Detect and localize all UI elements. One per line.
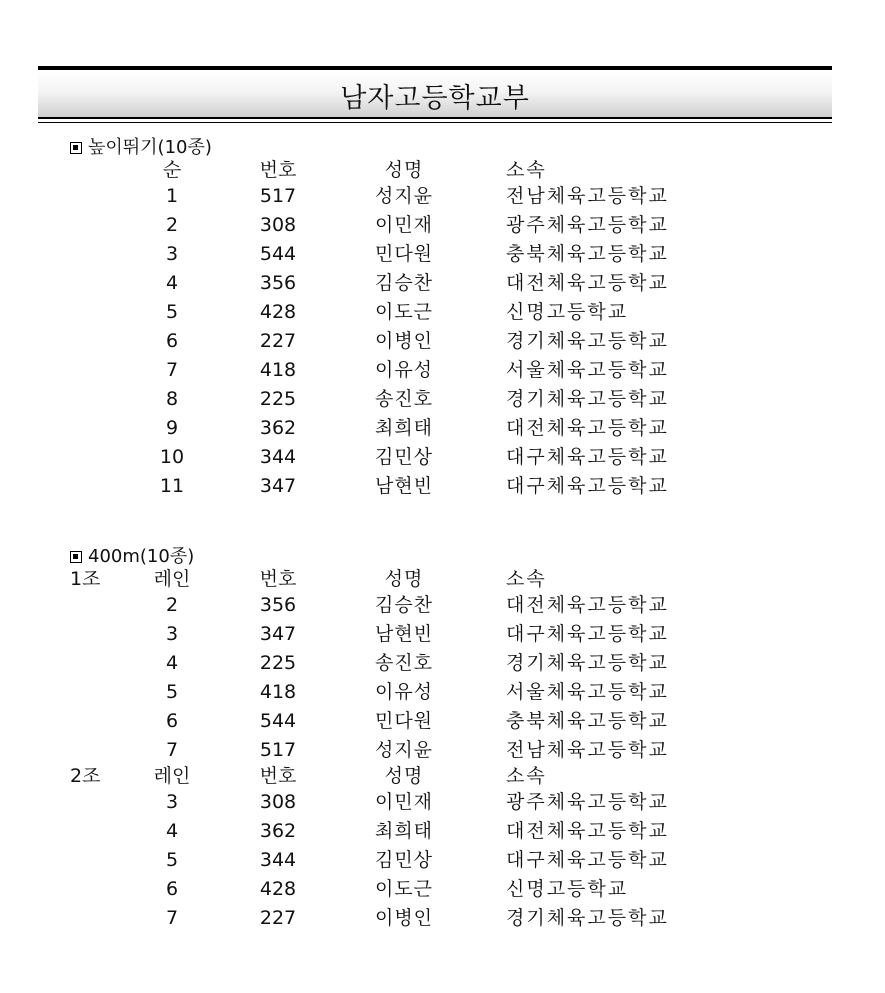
run-400m-section — [70, 545, 770, 933]
name-header: 성명 — [384, 159, 424, 181]
name-cell: 이민재 — [374, 214, 434, 236]
name-cell: 최희태 — [374, 417, 434, 439]
team-cell: 대구체육고등학교 — [506, 849, 669, 871]
title-band — [38, 66, 832, 118]
team-cell: 경기체육고등학교 — [506, 907, 669, 929]
team-cell: 전남체육고등학교 — [506, 739, 669, 761]
rank-cell: 4 — [165, 272, 179, 294]
name-cell: 이유성 — [374, 359, 434, 381]
team-cell: 경기체육고등학교 — [506, 388, 669, 410]
rank-cell: 3 — [165, 243, 179, 265]
number-cell: 344 — [259, 446, 297, 468]
name-cell: 송진호 — [374, 652, 434, 674]
number-cell: 544 — [259, 710, 297, 732]
lane-cell: 7 — [165, 739, 179, 761]
team-cell: 광주체육고등학교 — [506, 214, 669, 236]
name-cell: 남현빈 — [374, 475, 434, 497]
table-row — [70, 443, 770, 472]
name-cell: 김승찬 — [374, 272, 434, 294]
team-cell: 대구체육고등학교 — [506, 623, 669, 645]
team-header: 소속 — [506, 159, 547, 181]
name-cell: 성지윤 — [374, 739, 434, 761]
team-cell: 서울체육고등학교 — [506, 681, 669, 703]
name-header: 성명 — [384, 568, 424, 590]
table-row — [70, 269, 770, 298]
rank-cell: 5 — [165, 301, 179, 323]
team-cell: 대전체육고등학교 — [506, 820, 669, 842]
lane-cell: 6 — [165, 878, 179, 900]
rank-cell: 11 — [159, 475, 185, 497]
number-cell: 544 — [259, 243, 297, 265]
high-jump-rows — [70, 182, 770, 501]
lane-cell: 6 — [165, 710, 179, 732]
section-heading — [70, 545, 770, 568]
section-heading-text: 400m(10종) — [88, 546, 195, 567]
team-cell: 전남체육고등학교 — [506, 185, 669, 207]
table-row — [70, 211, 770, 240]
number-cell: 308 — [259, 214, 297, 236]
lane-cell: 3 — [165, 791, 179, 813]
team-cell: 신명고등학교 — [506, 301, 629, 323]
group-label: 1조 — [70, 568, 101, 590]
table-row — [70, 385, 770, 414]
table-row — [70, 649, 770, 678]
name-cell: 최희태 — [374, 820, 434, 842]
name-cell: 김민상 — [374, 849, 434, 871]
table-row — [70, 327, 770, 356]
table-row — [70, 788, 770, 817]
table-row — [70, 414, 770, 443]
rank-cell: 2 — [165, 214, 179, 236]
group-label: 2조 — [70, 765, 101, 787]
name-cell: 이도근 — [374, 301, 434, 323]
table-row — [70, 817, 770, 846]
table-row — [70, 472, 770, 501]
number-cell: 227 — [259, 330, 297, 352]
filled-square-bullet-icon — [70, 551, 82, 563]
team-header: 소속 — [506, 568, 547, 590]
name-cell: 김승찬 — [374, 594, 434, 616]
number-cell: 356 — [259, 272, 297, 294]
lane-cell: 3 — [165, 623, 179, 645]
number-header: 번호 — [259, 159, 297, 181]
number-header: 번호 — [259, 765, 297, 787]
name-cell: 이병인 — [374, 330, 434, 352]
number-cell: 227 — [259, 907, 297, 929]
filled-square-bullet-icon — [70, 142, 82, 154]
lane-cell: 7 — [165, 907, 179, 929]
team-cell: 대전체육고등학교 — [506, 272, 669, 294]
number-cell: 344 — [259, 849, 297, 871]
name-cell: 이유성 — [374, 681, 434, 703]
table-row — [70, 240, 770, 269]
name-cell: 성지윤 — [374, 185, 434, 207]
team-cell: 충북체육고등학교 — [506, 710, 669, 732]
team-cell: 서울체육고등학교 — [506, 359, 669, 381]
number-cell: 362 — [259, 820, 297, 842]
team-cell: 대전체육고등학교 — [506, 417, 669, 439]
rank-cell: 1 — [165, 185, 179, 207]
table-row — [70, 591, 770, 620]
team-cell: 신명고등학교 — [506, 878, 629, 900]
name-cell: 김민상 — [374, 446, 434, 468]
table-row — [70, 846, 770, 875]
table-row — [70, 707, 770, 736]
lane-cell: 5 — [165, 849, 179, 871]
number-header: 번호 — [259, 568, 297, 590]
number-cell: 308 — [259, 791, 297, 813]
lane-header: 레인 — [153, 765, 191, 787]
number-cell: 347 — [259, 475, 297, 497]
team-cell: 대구체육고등학교 — [506, 446, 669, 468]
table-row — [70, 182, 770, 211]
group-header-row — [70, 568, 770, 591]
team-cell: 경기체육고등학교 — [506, 652, 669, 674]
team-cell: 충북체육고등학교 — [506, 243, 669, 265]
number-cell: 517 — [259, 739, 297, 761]
number-cell: 428 — [259, 301, 297, 323]
lane-cell: 4 — [165, 820, 179, 842]
rank-cell: 6 — [165, 330, 179, 352]
table-row — [70, 875, 770, 904]
number-cell: 418 — [259, 681, 297, 703]
name-cell: 남현빈 — [374, 623, 434, 645]
name-cell: 송진호 — [374, 388, 434, 410]
name-cell: 이도근 — [374, 878, 434, 900]
lane-cell: 4 — [165, 652, 179, 674]
table-row — [70, 298, 770, 327]
section-heading — [70, 136, 770, 159]
table-row — [70, 678, 770, 707]
rank-cell: 8 — [165, 388, 179, 410]
table-header-row — [70, 159, 770, 182]
title-rule-thin — [38, 122, 832, 123]
team-cell: 대구체육고등학교 — [506, 475, 669, 497]
title-rule — [38, 117, 832, 119]
number-cell: 225 — [259, 652, 297, 674]
name-cell: 이민재 — [374, 791, 434, 813]
team-cell: 경기체육고등학교 — [506, 330, 669, 352]
lane-cell: 5 — [165, 681, 179, 703]
number-cell: 418 — [259, 359, 297, 381]
name-cell: 민다원 — [374, 710, 434, 732]
team-header: 소속 — [506, 765, 547, 787]
rank-cell: 9 — [165, 417, 179, 439]
table-row — [70, 736, 770, 765]
name-cell: 민다원 — [374, 243, 434, 265]
table-row — [70, 620, 770, 649]
rank-cell: 7 — [165, 359, 179, 381]
number-cell: 356 — [259, 594, 297, 616]
run-400m-groups — [70, 568, 770, 933]
number-cell: 517 — [259, 185, 297, 207]
table-row — [70, 904, 770, 933]
number-cell: 428 — [259, 878, 297, 900]
group-header-row — [70, 765, 770, 788]
lane-header: 레인 — [153, 568, 191, 590]
high-jump-section — [70, 136, 770, 501]
page-title: 남자고등학교부 — [340, 83, 530, 114]
rank-cell: 10 — [159, 446, 185, 468]
name-cell: 이병인 — [374, 907, 434, 929]
number-cell: 225 — [259, 388, 297, 410]
lane-cell: 2 — [165, 594, 179, 616]
number-cell: 347 — [259, 623, 297, 645]
name-header: 성명 — [384, 765, 424, 787]
table-row — [70, 356, 770, 385]
team-cell: 대전체육고등학교 — [506, 594, 669, 616]
rank-header: 순 — [162, 159, 182, 181]
number-cell: 362 — [259, 417, 297, 439]
team-cell: 광주체육고등학교 — [506, 791, 669, 813]
section-heading-text: 높이뛰기(10종) — [88, 137, 212, 158]
